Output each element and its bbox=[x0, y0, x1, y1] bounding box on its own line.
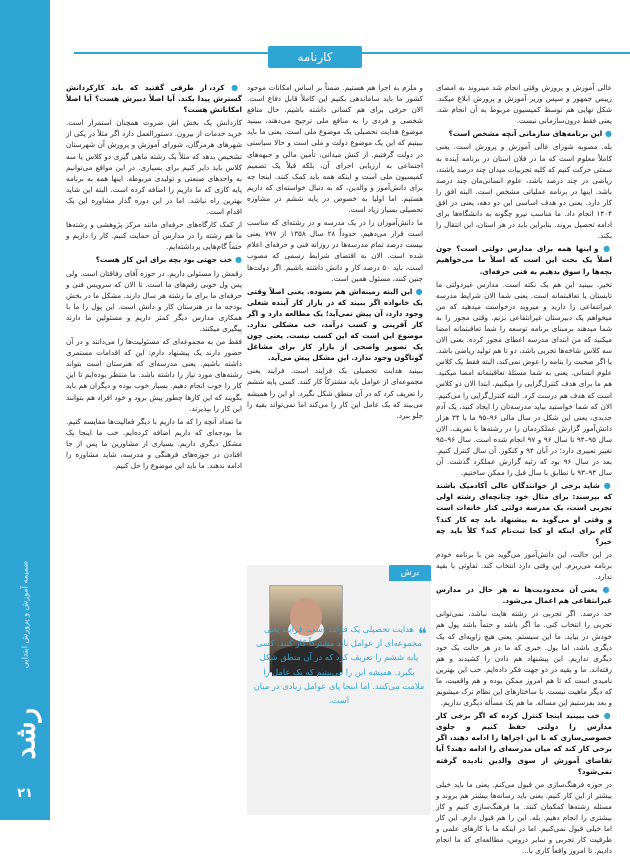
interview-paragraph: کاردانش یک بخش اش ضروت همچنان استمرار است. خرید خدمات از بیرون. دستورالعمل دارد اگر مثلاً در یکی از شهرهای هرمزگان، شورای آموزش و پرورش آن شهرستان تشخیص بدهد که مثلاً یک رشته ماهی گیری دو کلاس یا سه کلاس باید دایر کنیم برای بسیاری. در این مواقع می‌توانیم به واحدهای صنعتی و تولیدی مربوطه. اینها همه به برنامه پایه کاری که ما داریم را اضافه کرده است. البته این شاید بهترین راه نباشد. اما در این دوره گذار مشاوره این یک اقدام است. bbox=[66, 118, 242, 217]
interview-paragraph: رقمش را مسئولی داریم. در حوزه آفای رفاقتان است. ولی پس ول خوبی رقم‌های ما است. تا الان که سرویس فنی و حرفه‌ای ما برای ما رشته هر سال دارند. مشکل ما در بخش بودجه ما در هنرستان کار و دانش است. این پول را ما با همکاری مدارس دیگر کمتر داریم و مسئولین ما دارند پیگیری میکنند. bbox=[66, 268, 242, 333]
pullquote-label: برش bbox=[389, 565, 431, 581]
middle-column bbox=[247, 82, 423, 552]
interview-question bbox=[436, 128, 612, 139]
right-column bbox=[436, 82, 613, 856]
question-text: خب جهتی بود بچه برای این کار هست؟ bbox=[95, 255, 233, 265]
interview-question bbox=[436, 710, 612, 777]
bullet-icon: ● bbox=[224, 83, 242, 92]
sidebar-band bbox=[0, 0, 50, 820]
interview-paragraph: ببینید هدایت تحصیلی یک فرایند است. فرایند یعنی مجموعه‌ای از عوامل باید مشترکاً کار کنند. کسی پایه ششم را تعریف کرد که در آن منطق شکل بگیرد. او این را همیشه می‌بیند که یک عامل این کار را می‌کند اما نمی‌تواند بقیه را جلو ببرد. bbox=[247, 366, 423, 420]
interview-question bbox=[436, 584, 612, 606]
magazine-logo: رشد bbox=[8, 707, 42, 760]
question-text: این برنامه‌های سازمانی آنچه مشخص است؟ bbox=[448, 129, 603, 139]
interview-paragraph: در این حالت، این دانش‌آموز می‌گوید من با برنامه خودم برنامه می‌ریزم. این وقتی دارد انتخاب کند. تفاوتی با بقیه ندارد. bbox=[436, 549, 612, 582]
bullet-icon: ● bbox=[598, 244, 613, 254]
magazine-subtitle: ضمیمه آموزش و پرورش ابتدایی bbox=[20, 560, 30, 669]
interview-question bbox=[247, 286, 423, 364]
bullet-icon: ● bbox=[597, 585, 612, 595]
interview-paragraph: و ملزم به اجرا هم هستیم. ضمناً بر اساس امکانات موجود کشور ما باید ساماندهی بکنیم این کاملاً قابل دفاع است. الان حرفی برای هم کسانی داشته باشیم. حال منافع شخصی و فردی را به منافع ملی ترجیح می‌دهند، ببینید موضوع هدایت تحصیلی یک موضوع ملی است. یعنی ما باید ببینیم که این یک موضوع دولت و ملی است و حالا سیاستی در دولت گرفتیم. از کنش میدانی، تأمین مالی و جبهه‌های اجتماعی به ارزیابی اجرای آن، بلکه قبلاً یک تصمیم کمیسیون ملی است و اینکه همه باید کمک کنند. اینجا چه برای دانش‌آموز و والدین، که به دنبال خواسته‌ای که داریم هستیم. اما اولیا به خصوص در پایه ششم در مشاوره تحصیلی بسیار زیاد است. bbox=[247, 83, 423, 215]
interview-paragraph: ما دانش‌آموزان را در یک مدرسه و در رشته‌ای که مناسب است قرار می‌دهیم. حدوداً ۲۸ سال ۱۳۵۸ از ۷۹۷ یعنی بیست درصد تمام مدرسه‌ها در روزانه فنی و حرفه‌ای اعلام شده است. الان به اقتضای شرایط رسمی که مصوب است، باید ۵۰ درصد کار و دانش داشته باشیم. اگر دولت‌ها چنین کنند، مسئول همین است. bbox=[247, 218, 423, 283]
interview-paragraph: فقط من به مجموعه‌ای که مسئولیت‌ها را می‌دانند و در آن حضور دارند یک پیشنهاد دارم: این که اقدامات مستمری داشته باشیم. یعنی مدرسه‌ای که هنرستان است بتواند رشته‌های مورد نیاز را داشته باشد. ما منتظر بوده‌ایم تا این کار را خوب انجام دهیم. بسیار خوب بوده و دیگران هم باید بگویند که این کارها چطور پیش برود و خود افراد هم بتوانند این کار را بپذیرند. bbox=[66, 337, 242, 413]
question-text: شاید برخی از خوانندگان عالی آکادمیک باشند که بپرسند: برای مثال خود چنانچه‌ای رشته اولی تجربی است، یک مدرسه دولتی کنار خانه‌ات است و وقتی او می‌گوید به پیشنهاد باید چه کار کند؟ گام برای اینکه او کجا ثبت‌نام کند؟ کلاً باید چه خبر؟ bbox=[436, 481, 612, 546]
left-column bbox=[66, 82, 242, 802]
interview-paragraph: حد درصد. اگر تجربی در رشته هایت نباشد، نمی‌توانی تجربی را انتخاب کنی. ما اگر باشد و حتماً باشد پول هم خودش در بیاید. ما این سیستم. یعنی هیچ زاویه‌ای که یک دیگری باشد، اما یول. خبری که ما در هر حالت یک خود دیگری نداریم. این پیشنهاد هم دادن را کشیدند و هم رفته‌اند. ما و بقیه در دو جهت فکر داده‌ایم. خب این بهترین نامیدی است که تا هم امروز ممکن بوده و هم واقعیت، ما که دیگر ماهیت نیست. با ساختارهای این نظام ترک میشویم و بعد بفرستیم این مساله. ما هم یک مسأله دیگری نداریم. bbox=[436, 609, 612, 708]
interview-question bbox=[436, 243, 612, 276]
bullet-icon: ● bbox=[599, 481, 612, 491]
page-number: ۲۱ bbox=[17, 786, 33, 801]
sidebar-gap bbox=[50, 0, 64, 820]
interview-paragraph: در حوزه فرهنگ‌سازی من قبول می‌کنم. یعنی ما باید خیلی بیشتر از این کار کنیم. یعنی باید رسانه‌ها بیشتر هم بروند و مسئله رشته‌ها کمکمان کنند. ما فرهنگ‌سازی کنیم و کار بیشتری را انجام دهیم. بله. این را هم قبول دارم. این کار اما خیلی قبول نمی‌کنیم. اما در اینکه ما با کارهای علمی و ظرفیت کار تجربی و سایر دروس، مطالعه‌ای که ما انجام دادیم. تا امروز واقعاً کاری با... bbox=[436, 779, 612, 856]
question-text: این البته زمینه‌اش هم بسوده. یعنی اصلاً وقتی یک خانواده اگر ببیند که در بازار کار آینده شغلی وجود دارد، آن پیش نمی‌آید؛ یک مطالعه دارد و اگر کار آفرینی و کسب درآمد، خب مشکلی ندارد. موضوع این است که این کسب نیست. یعنی چون یک تصویر واضحی از بازار کار برای مشاغل گوناگون وجود ندارد. این مشکل پیش می‌آید. bbox=[247, 286, 423, 363]
interview-question bbox=[436, 480, 612, 547]
quote-mark-icon: ❝ bbox=[418, 624, 427, 643]
pullquote-text: هدایت تحصیلی یک فرایند است. فرایند یعنی مجموعه‌ای از عوامل باید مشترکاً کار کنند. کسی پایه ششم را تعریف کرد که در آن منطق شکل بگیرد. همیشه این را می‌بینیم که یک عامل را ملامت می‌کنند. اما اینجا پای عوامل زیادی در میان است. bbox=[253, 624, 425, 706]
interview-paragraph: ما تعداد آنچه را که ما داریم با دیگر فعالیت‌ها مقایسه کنیم. ما بودجه‌ای که داریم اضافه کرده‌ایم. خب ما اینجا یک مشکل دیگری داریم. بسیاری از مشاورین ما پس از جا افتادن در حوزه‌های فرهنگی و مدرسه، شاید مشاوره را ادامه ندهند. ما باید این موضوع را حل کنیم. bbox=[66, 416, 242, 471]
question-text: کرد، از طرفی گفتید که باید کارکردانش گسترش پیدا بکند. آیا اصلاً دبیرش هست؟ آیا اصلاً امکاناتش هست؟ bbox=[66, 83, 242, 115]
section-title: کارنامه bbox=[268, 46, 362, 68]
interview-paragraph: بله. مصوبه شورای عالی آموزش و پرورش است. یعنی کاملاً معلوم است که ما در فلان استان در برنامه آینده به سمتی حرکت کنیم که کلیه تجربیات میدان چند درصد باشند، ریاضی در چند درصد باشد، علوم انسانی‌مان چند درصد باشد. اینها در برنامه عملیاتی مشخص است. البته افق را کار دارد. یعنی دو هدف اساسی این دو دهه، یعنی در افق ۱۴۰۴ انجام داد. ما مناسب نیرو چگونه به دانشگاه‌ها برای ادامه تحصیل بروند. بنابراین باید در هر استان، این انتقال را بکند. bbox=[436, 142, 612, 241]
question-text: یعنی آن محدودیت‌ها نه هر حال در مدارس غیرانتفاعی هم اعمال می‌شود. bbox=[436, 585, 612, 606]
interview-question bbox=[66, 82, 242, 115]
question-text: و اینها همه برای مدارس دولتی است؟ چون اصلاً یک بحث این است که اصلاً ما می‌خواهیم بچه‌ها را سوق بدهیم به فنی حرفه‌ای. bbox=[436, 244, 612, 276]
interview-paragraph: تخیر. ببینید این هم یک نکته است. مدارس غیردولتی ما تابستان یا تعاقبتمانه است. یعنی شما الان شرایط مدرسه غیرانتفاعی را دارید و میروید درخواست میدهید که من میخواهم یک دبیرستان غیرانتفاعی بزنم. وقتی مجوز را به شما میدهند برمبنای برنامه توسعه را شما تعاقبتمانه امضا میکنید که من ابتدای مدرسه اعطای مجوز کرده. یعنی الان سه کلاس شاخه‌ها تجربی باشد، دو تا هم تولید ریاضی باشد. یا اگر صحبت را بنامه را عوض نمی‌کند، البته فقط یک کلاس علوم انسانی. یعنی به شما مسئلهٔ تعاقبتمانه امضا میکنید. هم ما برای هدف کنترل‌گرایی را میکنیم. ابتدا الان دو کلاس است که هدف هم درست کرد. البته کنترل‌گرایی را می‌کنیم. الان که شما خواستید بیاید مدرسه‌تان را ایجاد کنید، یک آدم جدیدی، یعنی این شکل در سال مالی ۹۶–۹۵ ما با ۳۴ هزار دانش‌آموز گزارش عملکردمان را در رشته‌ها با تعریف. الان سال ۹۵–۹۴ تا سال ۹۶ و ۹۷ انجام شده است. سال ۹۶–۹۵ تغییر تعبیری دارد؛ در آبان ۹۴ و کنکور. آن سال کنترل کنیم. بعد در سال ۹۶ بود که رتبه گزارش عملکرد گذشت. آن سال ۹۴–۹۳ با تطابق با سال قبل را ممکن ساختیم. bbox=[436, 279, 612, 478]
question-text: خب ببینید اینجا کنترل کرده که اگر برخی کار مدارس را دولتی حفظ کنیم و جلوی خصوصی‌سازی که با این اجراها را ادامه دهند، اگر برخی کار کند که میان مدرسه‌ای را ادامه دهند؟ آیا تقاضای آموزش از سوی والدین نادیده گرفته نمی‌شود؟ bbox=[436, 711, 612, 776]
interview-question bbox=[66, 254, 242, 265]
bullet-icon: ● bbox=[599, 711, 613, 721]
bullet-icon: ● bbox=[602, 129, 612, 139]
bullet-icon: ● bbox=[412, 286, 423, 296]
interview-paragraph: عالی آموزش و پرورش وقتی انجام شد مینروند به امضای رییس جمهور و سپس وزیر آموزش و پرورش ابلاغ میکند. شکل نهایی هم توسط کمیسیون مربوط به آن انجام شد. یعنی فقط درون‌سازمانی نیست. bbox=[436, 83, 612, 126]
bullet-icon: ● bbox=[232, 255, 242, 265]
interview-paragraph: از کمک کارگاه‌های حرفه‌ای مانند مرکز پژوهشی و رشته‌ها ما هم رشته را در مدارس آن حمایت کنیم. کار را داریم و حتماً گام‌هایی برداشته‌ایم. bbox=[66, 220, 242, 252]
